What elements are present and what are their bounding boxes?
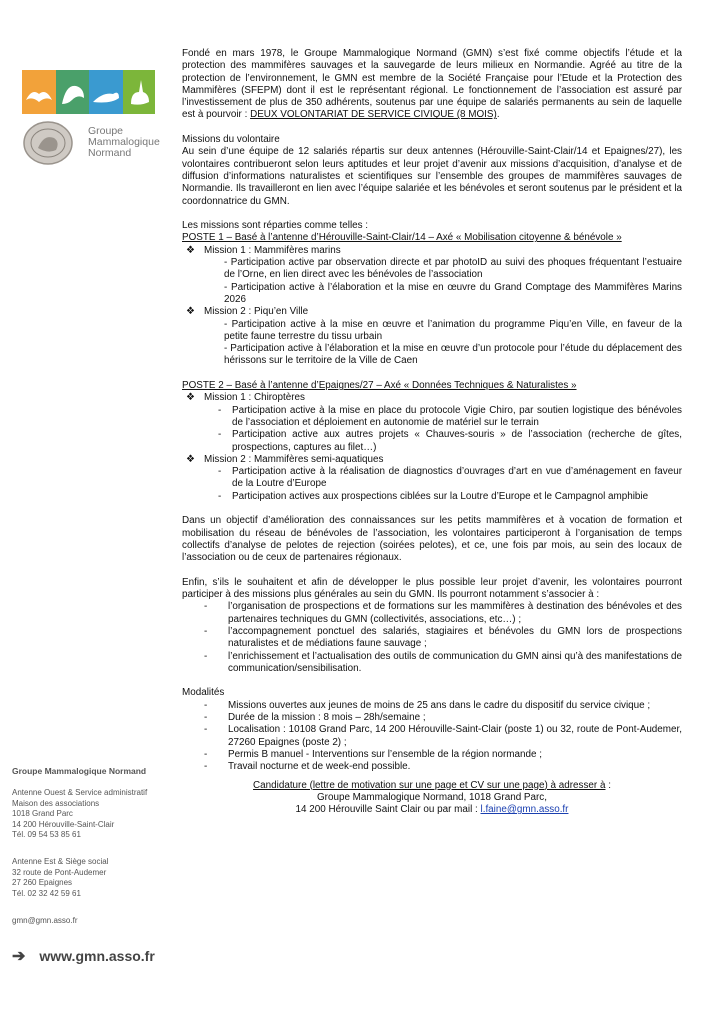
list-item-text: Participation actives aux prospections ciblées sur la Loutre d’Europe et le Campagnol amphibie xyxy=(232,490,649,502)
address-line: 1018 Grand Parc xyxy=(12,809,73,818)
candidature-line3 xyxy=(182,804,682,816)
candidature-text: Candidature (lettre de motivation sur une page et CV sur une page) à adresser à xyxy=(253,779,606,791)
list-item: - Localisation : 10108 Grand Parc, 14 200 Hérouville-Saint-Clair (poste 1) ou 32, route de Pont-Audemer, 27260 Epaignes (poste 2) ; xyxy=(204,724,682,748)
list-item-text: l’organisation de prospections et de formations sur les mammifères à destination des bénévoles et des partenaires techniques du GMN (collectivités, associations, etc…) ; xyxy=(228,601,682,625)
mission-label: Mission 1 : Mammifères marins xyxy=(204,244,341,256)
list-item: - Participation active à l’élaboration et la mise en œuvre d’un protocole pour l’étude du déplacement des hérissons sur le territoire de la Ville de Caen xyxy=(224,343,682,367)
intro-highlight: DEUX VOLONTARIAT DE SERVICE CIVIQUE (8 MOIS) xyxy=(250,109,497,121)
list-item: - Participation active à la mise en œuvre et l’animation du programme Piqu’en Ville, en faveur de la petite faune terrestre du tissu urbain xyxy=(224,318,682,342)
list-item-text: Missions ouvertes aux jeunes de moins de 25 ans dans le cadre du dispositif du service civique ; xyxy=(228,699,651,711)
list-item-text: Durée de la mission : 8 mois – 28h/semaine ; xyxy=(228,712,426,724)
address-line: Tél. 02 32 42 59 61 xyxy=(12,888,81,898)
logo-text xyxy=(88,126,160,159)
address-east xyxy=(12,857,109,899)
address-line: Antenne Ouest & Service administratif xyxy=(12,788,148,797)
sidebar-email-text[interactable]: gmn@gmn.asso.fr xyxy=(12,916,78,925)
logo-text-line: Groupe xyxy=(88,125,124,137)
diamond-bullet-icon: ❖ xyxy=(186,392,195,404)
sidebar xyxy=(0,0,178,1024)
main-content xyxy=(182,48,682,816)
list-item-text: l’accompagnement ponctuel des salariés, stagiaires et bénévoles du GMN lors de prospections naturalistes et de médiations faune sauvage ; xyxy=(228,625,682,650)
address-line: Tél. 09 54 53 85 61 xyxy=(12,830,81,839)
missions-title: Missions du volontaire xyxy=(182,134,280,146)
list-item: - Permis B manuel - Interventions sur l’ensemble de la région normande ; xyxy=(204,748,542,760)
poste2-mission2 xyxy=(182,454,682,466)
list-item-text: Travail nocturne et de week-end possible. xyxy=(228,761,411,773)
list-item-text: l’enrichissement et l’actualisation des outils de communication du GMN ainsi qu’à des manifestations de communication/sensibilisation. xyxy=(228,650,682,674)
gmn-emblem-icon xyxy=(22,120,80,166)
address-line: 14 200 Hérouville-Saint-Clair xyxy=(12,819,115,829)
address-line: 27 260 Epaignes xyxy=(12,878,73,887)
list-item-text: Participation active aux autres projets « Chauves-souris » de l’association (recherche de gîtes, prospections, captures au filet…) xyxy=(232,429,682,453)
address-line: 32 route de Pont-Audemer xyxy=(12,867,107,877)
logo-text-line: Mammalogique xyxy=(88,136,160,148)
diamond-bullet-icon: ❖ xyxy=(186,306,195,318)
list-item-text: Participation active à la mise en place du protocole Vigie Chiro, par soutien logistique des bénévoles de l’association et déploiement en autonomie de matériel sur le terrain xyxy=(232,404,682,428)
address-line: Antenne Est & Siège social xyxy=(12,857,109,866)
list-item: - Participation actives aux prospections ciblées sur la Loutre d’Europe et le Campagnol amphibie xyxy=(218,490,649,502)
contact-email-link[interactable]: l.faine@gmn.asso.fr xyxy=(480,804,569,816)
candidature-line2: Groupe Mammalogique Normand, 1018 Grand Parc, xyxy=(317,791,547,803)
logo-tile-seal-icon xyxy=(89,70,123,114)
logo-tile-bat-icon xyxy=(22,70,56,114)
list-item: - Participation active par observation directe et par photoID au suivi des phoques fréquentant l’estuaire de l’Orne, en lien direct avec les bénévoles de l’association xyxy=(224,257,682,281)
list-item: - l’organisation de prospections et de formations sur les mammifères à destination des bénévoles et des partenaires techniques du GMN (collectivités, associations, etc…) ; xyxy=(204,601,682,625)
diamond-bullet-icon: ❖ xyxy=(186,453,195,465)
list-item-text: Permis B manuel - Interventions sur l’ensemble de la région normande ; xyxy=(228,748,542,760)
candidature-colon: : xyxy=(605,779,611,791)
mission-label: Mission 1 : Chiroptères xyxy=(204,392,305,404)
candidature-text: 14 200 Hérouville Saint Clair ou par mail : xyxy=(295,804,481,816)
list-item: - Durée de la mission : 8 mois – 28h/semaine ; xyxy=(204,712,426,724)
list-item-text: Participation active à la réalisation de diagnostics d’ouvrages d’art en vue d’aménagement en faveur de la Loutre d’Europe xyxy=(232,466,682,490)
list-item: - Travail nocturne et de week-end possible. xyxy=(204,761,411,773)
logo-text-line: Normand xyxy=(88,147,132,159)
org-title-block xyxy=(12,766,146,777)
diamond-bullet-icon: ❖ xyxy=(186,244,195,256)
mission-label: Mission 2 : Mammifères semi-aquatiques xyxy=(204,453,384,465)
modalites-title: Modalités xyxy=(182,687,225,699)
list-item: - Participation active aux autres projets « Chauves-souris » de l’association (recherche de gîtes, prospections, captures au filet…) xyxy=(218,429,682,453)
address-line: Maison des associations xyxy=(12,798,100,808)
logo-strip xyxy=(22,70,156,114)
list-item: - Missions ouvertes aux jeunes de moins de 25 ans dans le cadre du dispositif du service civique ; xyxy=(204,699,651,711)
pelotes-paragraph: Dans un objectif d’amélioration des connaissances sur les petits mammifères et à vocation de formation et mobilisation du réseau de bénévoles de l’association, les volontaires participeront à l’organisation de temps collectifs d’analyse de pelotes de rejection (soirées pelotes), et ce, une fois par mois, au sein des locaux de l’association ou de ceux de partenaires régionaux. xyxy=(182,515,682,564)
website-text[interactable]: www.gmn.asso.fr xyxy=(39,948,155,964)
list-item: - Participation active à la réalisation de diagnostics d’ouvrages d’art en vue d’aménagement en faveur de la Loutre d’Europe xyxy=(218,466,682,490)
logo-tile-hare-icon xyxy=(123,70,157,114)
poste1-mission2 xyxy=(182,306,682,318)
poste2-mission1 xyxy=(182,392,682,404)
org-title: Groupe Mammalogique Normand xyxy=(12,766,147,776)
candidature-line1 xyxy=(182,780,682,792)
poste1-mission1 xyxy=(182,245,682,257)
address-west xyxy=(12,788,147,841)
logo-tile-stoat-icon xyxy=(56,70,90,114)
list-item: - l’enrichissement et l’actualisation des outils de communication du GMN ainsi qu’à des manifestations de communication/sensibilisation. xyxy=(204,650,682,674)
sidebar-email[interactable] xyxy=(12,916,77,927)
intro-end: . xyxy=(496,109,500,121)
list-item: - Participation active à la mise en place du protocole Vigie Chiro, par soutien logistique des bénévoles de l’association et déploiement en autonomie de matériel sur le terrain xyxy=(218,404,682,428)
intro-paragraph xyxy=(182,48,682,122)
list-item: - Participation active à l’élaboration et la mise en œuvre du Grand Comptage des Mammifères Marins 2026 xyxy=(224,281,682,305)
intro-text: Fondé en mars 1978, le Groupe Mammalogique Normand (GMN) s’est fixé comme objectifs l’étude et la protection des mammifères sauvages et la sauvegarde de leurs milieux en Normandie. Agréé au titre de la protection de l’environnement, le GMN est membre de la Société Française pour l’Etude et la Protection des Mammifères (SFEPM) dont il est le représentant régional. Le fonctionnement de l’association est assuré par l’investissement de plus de 350 adhérents, soutenus par une équipe de salariés permanents au sein de laquelle est à pourvoir : xyxy=(182,48,682,121)
poste1-title: POSTE 1 – Basé à l’antenne d’Hérouville-Saint-Clair/14 – Axé « Mobilisation citoyenne & bénévole » xyxy=(182,232,622,244)
arrow-right-icon: ➔ xyxy=(12,948,26,965)
list-item-text: Localisation : 10108 Grand Parc, 14 200 Hérouville-Saint-Clair (poste 1) ou 32, route de Pont-Audemer, 27260 Epaignes (poste 2) ; xyxy=(228,724,682,748)
enfin-paragraph: Enfin, s’ils le souhaitent et afin de développer le plus possible leur projet d’avenir, les volontaires pourront participer à des missions plus générales au sein du GMN. Ils pourront notamment s’associer à : xyxy=(182,576,682,601)
poste2-title: POSTE 2 – Basé à l’antenne d’Epaignes/27 – Axé « Données Techniques & Naturalistes » xyxy=(182,380,577,392)
website-link[interactable] xyxy=(12,946,155,966)
mission-label: Mission 2 : Piqu’en Ville xyxy=(204,306,309,318)
missions-text: Au sein d’une équipe de 12 salariés répartis sur deux antennes (Hérouville-Saint-Clair/14 et Epaignes/27), les volontaires contribueront selon leurs aptitudes et leur projet d’avenir aux missions d’acquisition, d’analyse et de diffusion d’informations naturalistes et scientifiques sur l’ensemble des groupes de mammifères sauvages de Normandie. Ils travailleront en lien avec l’équipe salariée et les bénévoles et seront soutenus par le président et la coordonnatrice du GMN. xyxy=(182,146,682,207)
list-item: - l’accompagnement ponctuel des salariés, stagiaires et bénévoles du GMN lors de prospections naturalistes et de médiations faune sauvage ; xyxy=(204,625,682,650)
split-intro: Les missions sont réparties comme telles : xyxy=(182,220,369,232)
